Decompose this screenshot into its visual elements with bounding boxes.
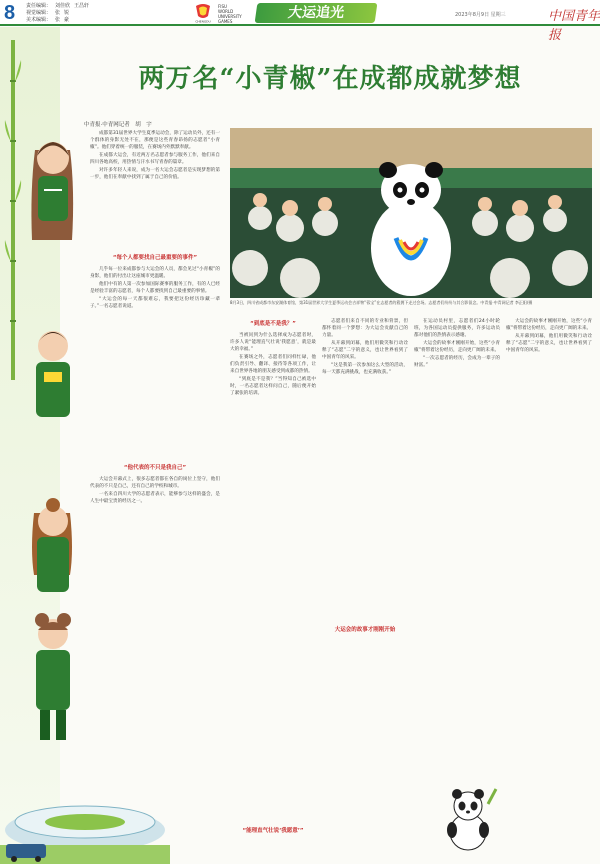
logo-sub-text: CHENGDU: [195, 19, 211, 24]
article-column-1c: 大运会开幕式上，很多志愿者都在各自的岗位上坚守，他们代表的不只是自己，还有自己的学校和城市。 一名来自四川大学的志愿者表示，能够参与这样的盛会，是人生中最宝贵的经历之一。: [90, 477, 220, 504]
dateline: 2023年8月9日 星期三: [455, 12, 506, 18]
subhead-5-wrap: [322, 624, 408, 638]
subhead-5: 大运会的故事才刚刚开始: [334, 627, 396, 633]
stadium-icon: [0, 770, 170, 864]
editor-info: 责任编辑： 刘佳欣 王昌轩 视觉编辑： 张 锐 美术编辑： 张 豪: [26, 3, 90, 23]
subhead-2-wrap: [90, 462, 220, 476]
subhead-1-wrap: [90, 252, 220, 266]
subhead-4-wrap: [230, 825, 316, 839]
subhead-3-wrap: [230, 318, 316, 332]
section-banner: 大运追光: [255, 3, 378, 23]
volunteer-cartoon-1-icon: [20, 130, 85, 250]
article-column-1b: 几乎每一位来成都参与大运会的人员，都会见过“小青椒”的身影，他们的付出让这座城市更温暖。 他们中有的人第一次参加国际赛事的服务工作，有的人已经是经验丰富的志愿者，每个人都要找到自己最重要的事情。 “大运会的每一天都很难忘，我要把这份经历珍藏一辈子。”一名志愿者说道。: [90, 267, 220, 309]
subhead-4: “能理直气壮说‘我愿意’”: [242, 828, 304, 834]
volunteer-cartoon-2-icon: [20, 320, 85, 440]
volunteer-cartoon-3-icon: [20, 495, 85, 610]
mascot-panda-icon: [371, 162, 451, 296]
universiade-logo-icon: [188, 2, 218, 24]
byline: 中青报·中青网记者 胡 宇: [84, 122, 152, 128]
subhead-2: “他代表的不只是我自己”: [123, 465, 187, 471]
news-photo: [230, 128, 592, 298]
panda-icon: [438, 784, 498, 854]
volunteer-cartoon-4-icon: [20, 610, 85, 760]
article-title: 两万名“小青椒”在成都成就梦想: [138, 64, 522, 94]
logo-text: FISU WORLD UNIVERSITY GAMES: [218, 4, 242, 24]
subhead-1: “每个人都要找自己最重要的事件”: [112, 255, 198, 261]
article-column-3: 志愿者们来自不同的专业和背景，但都怀着同一个梦想：为大运会贡献自己的力量。 从开幕到闭幕，他们用微笑和行动诠释了“志愿”二字的意义，也让世界看到了中国青年的风采。 “这是我第一次参加这么大型的活动，每一天都充满挑战，也充满收获。”: [322, 319, 408, 375]
article-column-5: 大运会的故事才刚刚开始，这些“小青椒”将带着这份经历，走向更广阔的未来。 从开幕到闭幕，他们用微笑和行动诠释了“志愿”二字的意义，也让世界看到了中国青年的风采。: [506, 319, 592, 353]
subhead-3: “到底是不是我？”: [250, 321, 296, 327]
newspaper-logo: 中国青年报: [548, 9, 600, 43]
page-number: 8: [4, 2, 16, 24]
article-column-1a: 成都第31届世界大学生夏季运动会，除了运动员外，还有一个群体的身影无处不在，那便是这些青春昂扬的志愿者“小青椒”。他们穿着统一的服装，在赛场内外默默奉献。 在成都大运会，有近两万名志愿者参与服务工作，他们来自四川各地高校，用热情与汗水书写青春的篇章。 对许多年轻人来说，成为一名大运会志愿者是实现梦想的第一步，他们在奉献中找到了属于自己的价值。: [90, 131, 220, 180]
article-column-2: 当被问到为什么选择成为志愿者时，许多人说“能理直气壮说‘我愿意’，就是最大的幸福。” 在赛场之外，志愿者们同样忙碌，他们负责引导、翻译、接待等各项工作，让来自世界各地的朋友感受到成都的热情。 “到底是不是我？”当得知自己被选中时，一名志愿者这样问自己，随后便开始了紧张的培训。: [230, 333, 316, 396]
article-column-4: 在运动员村里，志愿者们24小时轮班，为各国运动员提供服务，许多运动员都对他们的热情表示感谢。 大运会的故事才刚刚开始，这些“小青椒”将带着这份经历，走向更广阔的未来。 “一次志愿者的经历，会成为一辈子的财富。”: [414, 319, 500, 368]
photo-caption: 8月3日，四川省成都市东安湖体育馆，第31届世界大学生夏季运动会吉祥物“蓉宝”在志愿者的簇拥下走过会场。志愿者们纷纷与其合影留念。中青报·中青网记者 李正阳/摄: [230, 300, 533, 305]
